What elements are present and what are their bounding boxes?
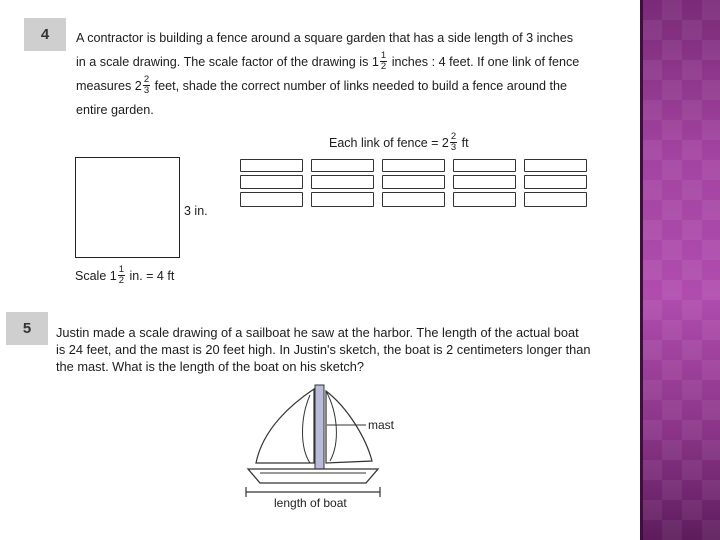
fraction-two-thirds-link: $\frac{2}{3}$ bbox=[450, 131, 457, 153]
fence-link[interactable] bbox=[382, 175, 445, 189]
link-length-label: Each link of fence = 2 $\frac{2}{3}$ ft bbox=[329, 131, 469, 153]
fence-links-grid bbox=[240, 159, 587, 207]
fence-link[interactable] bbox=[524, 192, 587, 207]
q5-line-1: Justin made a scale drawing of a sailboat he saw at the harbor. The length of the actual boat bbox=[56, 325, 579, 340]
fence-link[interactable] bbox=[453, 175, 516, 189]
fence-link[interactable] bbox=[311, 175, 374, 189]
q4-line-3: measures 2 $\frac{2}{3}$ feet, shade the correct number of links needed to build a fence around the bbox=[76, 74, 567, 97]
fraction-one-half-scale: $\frac{1}{2}$ bbox=[118, 264, 124, 286]
fence-link[interactable] bbox=[524, 159, 587, 172]
fence-link[interactable] bbox=[382, 159, 445, 172]
fence-link[interactable] bbox=[524, 175, 587, 189]
fence-link[interactable] bbox=[311, 192, 374, 207]
decorative-side-band bbox=[642, 0, 720, 540]
boat-length-label: length of boat bbox=[274, 496, 347, 510]
question-4-text bbox=[76, 26, 579, 122]
q4-line-4: entire garden. bbox=[76, 103, 154, 117]
fraction-one-half: $\frac{1}{2}$ bbox=[380, 50, 387, 73]
fence-link[interactable] bbox=[382, 192, 445, 207]
fence-link[interactable] bbox=[453, 192, 516, 207]
fence-link[interactable] bbox=[311, 159, 374, 172]
sailboat-diagram bbox=[238, 383, 395, 513]
fence-link[interactable] bbox=[240, 175, 303, 189]
scale-label: Scale 1 $\frac{1}{2}$ in. = 4 ft bbox=[75, 264, 175, 286]
mast-label: mast bbox=[368, 418, 395, 432]
question-5-number: 5 bbox=[6, 312, 48, 345]
boat-hull bbox=[248, 469, 378, 483]
fence-link[interactable] bbox=[240, 159, 303, 172]
q4-line-2: in a scale drawing. The scale factor of the drawing is 1 $\frac{1}{2}$ inches : 4 feet. If one link of fence bbox=[76, 50, 580, 73]
square-garden-drawing bbox=[75, 157, 180, 258]
fence-link[interactable] bbox=[240, 192, 303, 207]
question-5-text bbox=[56, 324, 591, 375]
decorative-side-edge bbox=[640, 0, 643, 540]
q4-line-1: A contractor is building a fence around a square garden that has a side length of 3 inches bbox=[76, 31, 574, 45]
fraction-two-thirds: $\frac{2}{3}$ bbox=[143, 74, 150, 97]
question-4-number: 4 bbox=[24, 18, 66, 51]
fence-link[interactable] bbox=[453, 159, 516, 172]
garden-side-label: 3 in. bbox=[184, 204, 208, 218]
q5-line-3: the mast. What is the length of the boat on his sketch? bbox=[56, 359, 365, 374]
q5-line-2: is 24 feet, and the mast is 20 feet high. In Justin's sketch, the boat is 2 centimeters longer than bbox=[56, 342, 591, 357]
mast bbox=[315, 385, 324, 473]
right-sail bbox=[326, 391, 372, 463]
